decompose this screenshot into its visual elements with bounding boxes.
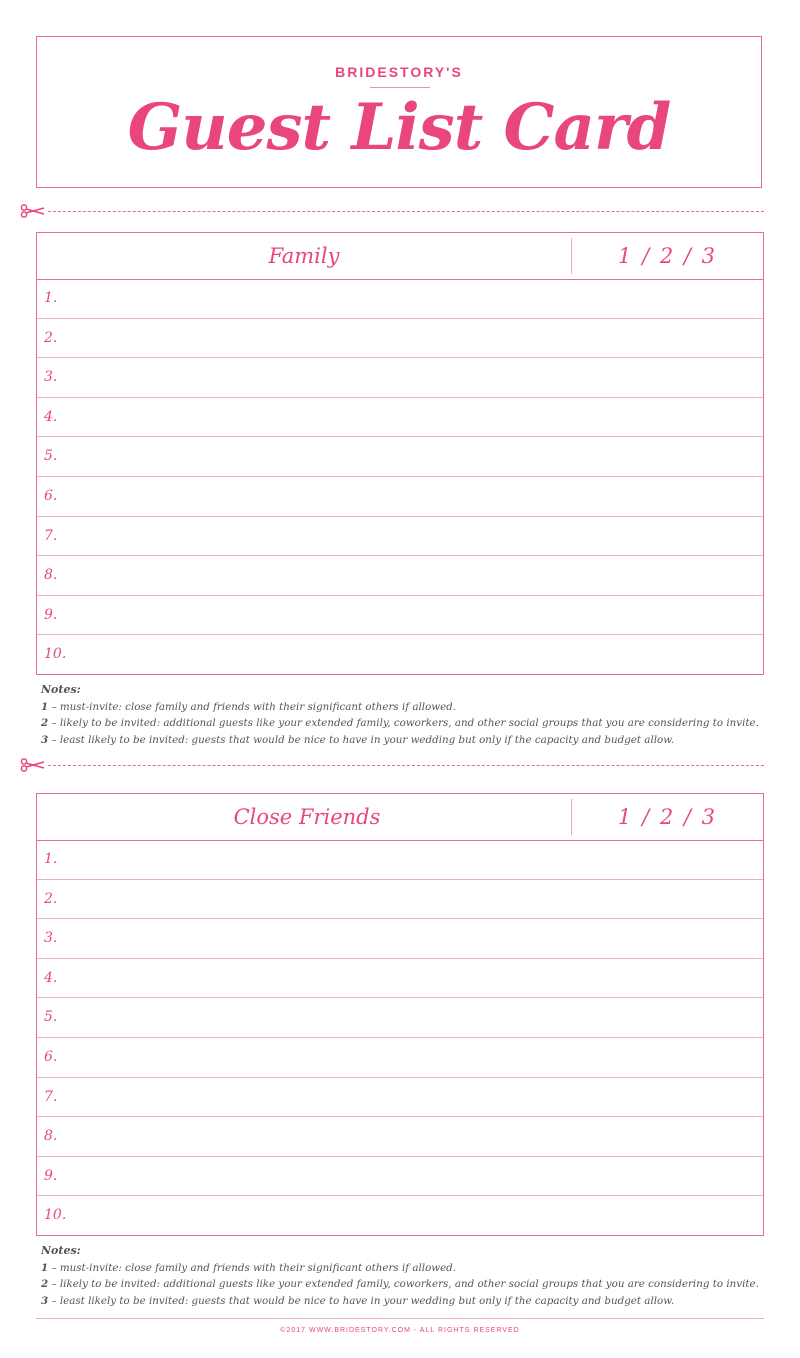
row-number: 8. bbox=[44, 1128, 58, 1145]
category-title: Family bbox=[268, 244, 340, 268]
row-number: 5. bbox=[44, 448, 58, 465]
row-number: 8. bbox=[44, 567, 58, 584]
brand-rule bbox=[370, 87, 430, 88]
note-item: 3 – least likely to be invited: guests that would be nice to have in your wedding but only if the capacity and budget allow. bbox=[41, 1294, 675, 1307]
table-row bbox=[37, 556, 763, 596]
guest-table-family bbox=[36, 232, 764, 675]
table-row bbox=[37, 437, 763, 477]
rank-header: 1 / 2 / 3 bbox=[618, 805, 717, 829]
page-title: Guest List Card bbox=[127, 90, 671, 165]
table-row bbox=[37, 477, 763, 517]
cut-line bbox=[20, 204, 764, 218]
notes-block bbox=[41, 682, 761, 748]
notes-label: Notes: bbox=[41, 1244, 81, 1257]
table-row bbox=[37, 517, 763, 557]
row-number: 6. bbox=[44, 1048, 58, 1065]
row-number: 9. bbox=[44, 606, 58, 623]
row-number: 9. bbox=[44, 1167, 58, 1184]
table-row bbox=[37, 1196, 763, 1236]
row-number: 3. bbox=[44, 930, 58, 947]
table-row bbox=[37, 840, 763, 880]
table-row bbox=[37, 279, 763, 319]
table-row bbox=[37, 1157, 763, 1197]
row-number: 3. bbox=[44, 369, 58, 386]
note-item: 2 – likely to be invited: additional guests like your extended family, coworkers, and other social groups that you are considering to invite. bbox=[41, 717, 759, 729]
table-row bbox=[37, 880, 763, 920]
table-row bbox=[37, 998, 763, 1038]
scissors-icon bbox=[20, 204, 46, 218]
table-row bbox=[37, 596, 763, 636]
table-row bbox=[37, 1117, 763, 1157]
row-number: 7. bbox=[44, 1088, 58, 1105]
note-item: 3 – least likely to be invited: guests that would be nice to have in your wedding but only if the capacity and budget allow. bbox=[41, 733, 675, 746]
note-item: 1 – must-invite: close family and friends with their significant others if allowed. bbox=[41, 1261, 457, 1274]
guest-table-close-friends bbox=[36, 793, 764, 1236]
header-card bbox=[36, 36, 762, 188]
note-item: 2 – likely to be invited: additional guests like your extended family, coworkers, and other social groups that you are considering to invite. bbox=[41, 1278, 759, 1290]
table-row bbox=[37, 319, 763, 359]
rank-header: 1 / 2 / 3 bbox=[618, 244, 717, 268]
table-row bbox=[37, 959, 763, 999]
cut-line bbox=[20, 758, 764, 772]
brand-name: BRIDESTORY'S bbox=[335, 64, 463, 80]
row-number: 6. bbox=[44, 487, 58, 504]
table-row bbox=[37, 1038, 763, 1078]
row-number: 10. bbox=[44, 646, 67, 663]
row-number: 5. bbox=[44, 1009, 58, 1026]
table-row bbox=[37, 358, 763, 398]
row-number: 4. bbox=[44, 408, 58, 425]
table-row bbox=[37, 1078, 763, 1118]
table-header bbox=[37, 794, 763, 841]
table-row bbox=[37, 398, 763, 438]
notes-block bbox=[41, 1243, 761, 1309]
table-header bbox=[37, 233, 763, 280]
row-number: 7. bbox=[44, 527, 58, 544]
row-number: 2. bbox=[44, 329, 58, 346]
row-number: 10. bbox=[44, 1207, 67, 1224]
category-title: Close Friends bbox=[233, 805, 381, 829]
row-number: 1. bbox=[44, 290, 58, 306]
scissors-icon bbox=[20, 758, 46, 772]
footer-rule bbox=[36, 1318, 764, 1319]
table-row bbox=[37, 635, 763, 675]
footer-copyright: ©2017 WWW.BRIDESTORY.COM - ALL RIGHTS RESERVED bbox=[280, 1327, 520, 1334]
row-number: 1. bbox=[44, 851, 58, 867]
row-number: 4. bbox=[44, 969, 58, 986]
row-number: 2. bbox=[44, 890, 58, 907]
notes-label: Notes: bbox=[41, 683, 81, 696]
note-item: 1 – must-invite: close family and friends with their significant others if allowed. bbox=[41, 700, 457, 713]
table-row bbox=[37, 919, 763, 959]
